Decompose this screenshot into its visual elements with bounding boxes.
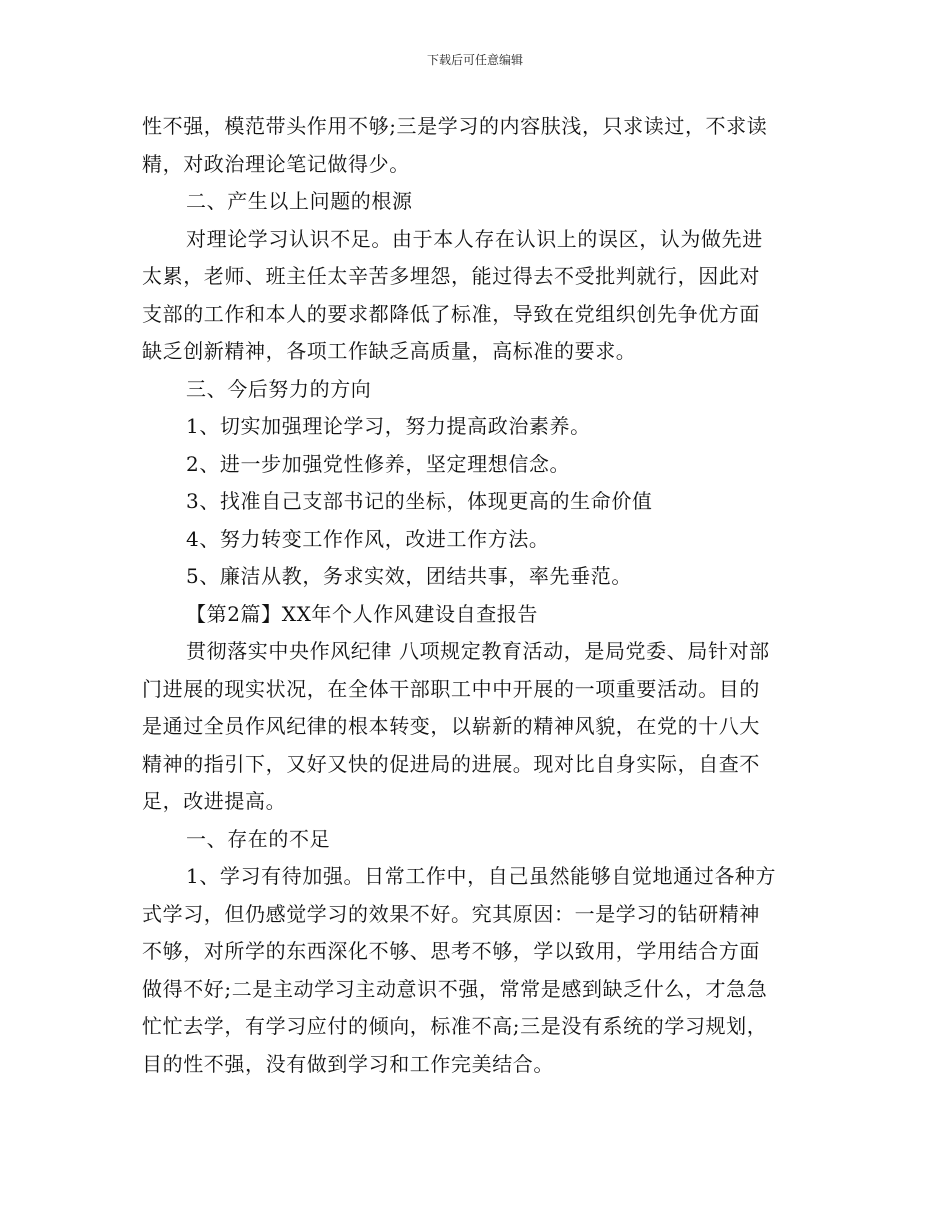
text-line: 是通过全员作风纪律的根本转变，以崭新的精神风貌，在党的十八大 (142, 714, 760, 738)
text-line: 目的性不强，没有做到学习和工作完美结合。 (142, 1051, 554, 1076)
page-header: 下载后可任意编辑 (426, 53, 523, 67)
text-line: 精，对政治理论笔记做得少。 (142, 151, 410, 176)
text-line: 忙忙去学，有学习应付的倾向，标准不高;三是没有系统的学习规划， (142, 1014, 768, 1038)
text-line: 2、进一步加强党性修养，坚定理想信念。 (186, 451, 571, 476)
text-line: 【第2篇】XX年个人作风建设自查报告 (186, 601, 539, 626)
text-line: 3、找准自己支部书记的坐标，体现更高的生命价值 (186, 489, 653, 513)
text-line: 做得不好;二是主动学习主动意识不强，常常是感到缺乏什么，才急急 (142, 976, 768, 1001)
text-line: 支部的工作和本人的要求都降低了标准，导致在党组织创先争优方面 (142, 301, 760, 326)
text-line: 缺乏创新精神，各项工作缺乏高质量，高标准的要求。 (142, 339, 637, 363)
text-line: 对理论学习认识不足。由于本人存在认识上的误区，认为做先进 (186, 226, 763, 251)
text-line: 性不强，模范带头作用不够;三是学习的内容肤浅，只求读过，不求读 (142, 114, 768, 138)
text-line: 5、廉洁从教，务求实效，团结共事，率先垂范。 (186, 564, 632, 588)
document-body (142, 108, 807, 1083)
text-line: 一、存在的不足 (186, 826, 331, 851)
text-line: 4、努力转变工作作风，改进工作方法。 (186, 526, 550, 551)
text-line: 足，改进提高。 (142, 789, 287, 813)
text-line: 门进展的现实状况，在全体干部职工中中开展的一项重要活动。目的 (142, 676, 760, 701)
text-line: 精神的指引下，又好又快的促进局的进展。现对比自身实际，自查不 (142, 751, 760, 776)
text-line: 太累，老师、班主任太辛苦多埋怨，能过得去不受批判就行，因此对 (142, 264, 760, 288)
text-line: 二、产生以上问题的根源 (186, 189, 413, 213)
text-line: 三、今后努力的方向 (186, 376, 372, 401)
text-line: 1、学习有待加强。日常工作中，自己虽然能够自觉地通过各种方 (186, 864, 777, 888)
text-line: 1、切实加强理论学习，努力提高政治素养。 (186, 414, 591, 438)
text-line: 式学习，但仍感觉学习的效果不好。究其原因：一是学习的钻研精神 (142, 901, 760, 926)
text-line: 不够，对所学的东西深化不够、思考不够，学以致用，学用结合方面 (142, 939, 760, 963)
text-line: 贯彻落实中央作风纪律 八项规定教育活动，是局党委、局针对部 (186, 639, 770, 663)
